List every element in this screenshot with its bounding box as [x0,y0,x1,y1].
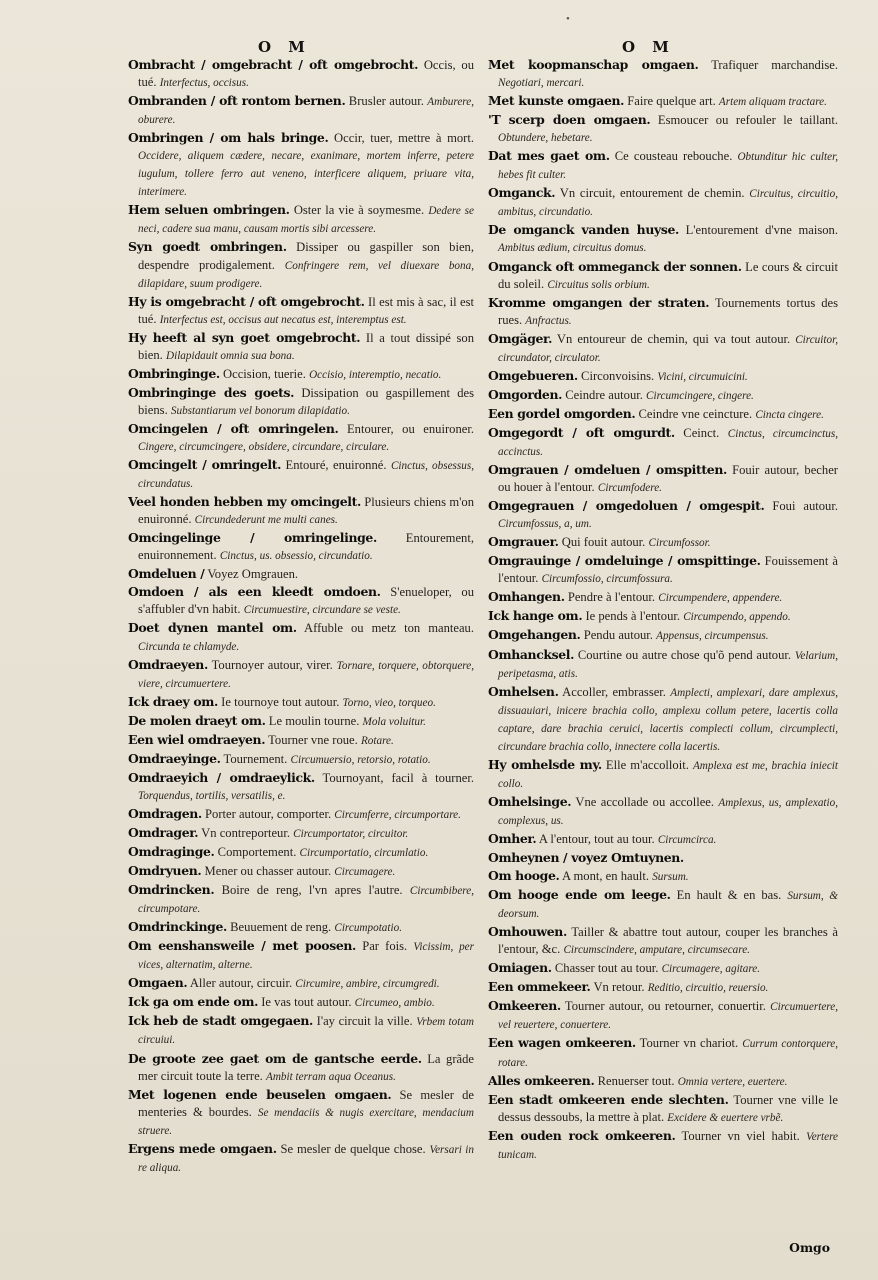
french-gloss: Vn retour. [593,980,645,995]
french-gloss: Tourner vne roue. [268,732,358,747]
french-gloss: Tourner vn viel habit. [681,1128,800,1143]
french-gloss: Tourner vne ville le dessus dessoubs, la mettre à plat. [498,1092,838,1124]
latin-gloss: Negotiari, mercari. [498,77,585,90]
french-gloss: Il est mis à sac, il est tué. [138,294,475,326]
dictionary-entry [128,1050,474,1086]
headword: Omdraeyinge. [128,750,221,766]
dictionary-entry [128,493,474,529]
headword: Omher. [488,830,537,846]
headword: Hy heeft al syn goet omgebrocht. [128,329,361,345]
dictionary-entry [488,959,838,978]
french-gloss: Chasser tout au tour. [554,961,659,976]
latin-gloss: Circumbibere, circumpotare. [138,885,474,916]
headword: 'T scerp doen omgaen. [488,112,651,128]
dictionary-entry [128,993,474,1012]
headword: Ick heb de stadt omgegaen. [128,1013,313,1029]
french-gloss: Ceindre vne ceincture. [638,406,753,421]
latin-gloss: Confringere rem, vel diuexare bona, dilapidare, suum prodigere. [138,259,475,290]
headword: Om hooge ende om leege. [488,887,671,903]
french-gloss: Accoller, embrasser. [562,684,666,699]
french-gloss: Faire quelque art. [627,94,716,109]
headword: Ombringen / om hals bringe. [128,130,329,146]
running-header-left: O M [258,38,311,56]
dictionary-entry [488,923,838,959]
headword: Hy is omgebracht / oft omgebrocht. [128,293,365,309]
latin-gloss: Torquendus, tortilis, versatilis, e. [138,789,286,802]
dictionary-entry [488,1072,838,1091]
french-gloss: Vn entoureur de chemin, qui va tout autour. [556,331,791,346]
dictionary-entry [488,552,838,588]
latin-gloss: Circumfossio, circumfossura. [541,573,673,586]
latin-gloss: Circundederunt me multi canes. [194,514,338,527]
dictionary-entry [488,849,838,867]
french-gloss: Entouré, enuironné. [285,458,387,473]
dictionary-entry [128,862,474,881]
headword: Omgäger. [488,330,553,346]
headword: Een ommekeer. [488,979,591,995]
dictionary-entry [488,1091,838,1127]
french-gloss: Circonvoisins. [581,368,655,383]
dictionary-entry [128,529,474,565]
latin-gloss: Tornare, torquere, obtorquere, viere, circumuertere. [138,659,474,690]
headword: Omgorden. [488,386,563,402]
french-gloss: Entourement, enuironnement. [138,531,474,563]
latin-gloss: Artem aliquam tractare. [718,96,827,109]
headword: Omdrinckinge. [128,919,227,935]
latin-gloss: Sursum, & deorsum. [498,890,839,921]
dictionary-entry [488,533,838,552]
headword: Omdrager. [128,824,199,840]
french-gloss: Ce cousteau rebouche. [614,149,733,164]
dictionary-entry [488,111,838,147]
french-gloss: S'enueloper, ou s'affubler d'vn habit. [138,585,474,617]
headword: Omdragen. [128,805,202,821]
headword: Hy omhelsde my. [488,756,602,772]
french-gloss: Renuerser tout. [597,1073,675,1088]
latin-gloss: Cincta cingere. [755,408,824,421]
latin-gloss: Circumportator, circuitor. [293,827,409,840]
latin-gloss: Cinctus, us. obsessio, circundatio. [219,550,373,563]
dictionary-entry [488,588,838,607]
french-gloss: L'entourement d'vne maison. [685,223,839,238]
headword: Omcingelinge / omringelinge. [128,530,377,546]
dictionary-entry [488,147,838,184]
french-gloss: Ceindre autour. [565,387,643,402]
running-header-right: O M [622,38,675,56]
dictionary-entry [488,294,838,330]
latin-gloss: Circumuersio, retorsio, rotatio. [290,753,431,766]
dictionary-entry [488,92,838,111]
dictionary-entry [128,974,474,993]
french-gloss: Mener ou chasser autour. [204,864,332,879]
latin-gloss: Circumeo, ambio. [354,997,435,1010]
headword: Ergens mede omgaen. [128,1140,277,1156]
dictionary-entry [128,420,474,456]
latin-gloss: Appensus, circumpensus. [656,630,769,643]
dictionary-entry [128,843,474,862]
headword: Omdraeyich / omdraeylick. [128,769,315,785]
headword: Omdraginge. [128,844,215,860]
headword: Omganck oft ommeganck der sonnen. [488,258,742,274]
latin-gloss: Omnia vertere, euertere. [677,1075,788,1088]
dictionary-entry [488,56,838,92]
left-column [128,56,474,1177]
french-gloss: Dissiper ou gaspiller son bien, despendre prodigalement. [138,240,475,272]
latin-gloss: Cinctus, obsessus, circundatus. [138,460,474,491]
right-column [488,56,838,1164]
headword: Omgrauinge / omdeluinge / omspittinge. [488,553,761,569]
dictionary-entry [128,329,474,365]
dictionary-entry [128,619,474,655]
dictionary-entry [128,365,474,384]
headword: Omhelsen. [488,683,559,699]
dictionary-entry [488,330,838,367]
dictionary-entry [128,712,474,731]
latin-gloss: Circumpendo, appendo. [683,611,791,624]
french-gloss: Aller autour, circuir. [189,976,293,991]
latin-gloss: Vicini, circumuicini. [657,370,748,383]
latin-gloss: Amplexa est me, brachia iniecit collo. [498,759,838,790]
latin-gloss: Sursum. [652,871,689,884]
french-gloss: Foui autour. [772,499,838,514]
dictionary-entry [128,293,474,329]
dictionary-entry [128,656,474,693]
french-gloss: Ie tournoye tout autour. [221,694,340,709]
headword: Ombringinge des goets. [128,384,295,400]
dictionary-entry [488,793,838,830]
dictionary-entry [128,1012,474,1049]
headword: Ick draey om. [128,693,218,709]
headword: Ick hange om. [488,608,583,624]
french-gloss: Il a tout dissipé son bien. [138,330,474,362]
latin-gloss: Interfectus, occisus. [159,77,249,90]
latin-gloss: Excidere & euertere vrbẽ. [667,1111,784,1124]
latin-gloss: Circuitus, circuitio, ambitus, circundatio. [498,188,838,219]
dictionary-entry [488,184,838,221]
latin-gloss: Circumagere, agitare. [661,963,761,976]
french-gloss: Vn circuit, entourement de chemin. [559,186,745,201]
french-gloss: Vn contreporteur. [201,825,290,840]
dictionary-entry [128,881,474,918]
headword: Een ouden rock omkeeren. [488,1127,676,1143]
french-gloss: Tourner autour, ou retourner, conuertir. [564,999,766,1014]
latin-gloss: Reditio, circuitio, reuersio. [647,982,769,995]
headword: Omdrincken. [128,882,215,898]
french-gloss: Vne accollade ou accollee. [575,794,715,809]
french-gloss: Porter autour, comporter. [205,806,332,821]
dictionary-entry [128,56,474,92]
headword: Omdraeyen. [128,656,208,672]
dictionary-entry [488,607,838,626]
dictionary-entry [128,824,474,843]
french-gloss: A mont, en hault. [561,869,650,884]
headword: Een wagen omkeeren. [488,1035,636,1051]
dictionary-entry [128,750,474,769]
french-gloss: Dissipation ou gaspillement des biens. [138,385,474,417]
headword: Omgebueren. [488,367,578,383]
french-gloss: Ie vas tout autour. [261,995,352,1010]
latin-gloss: Amburere, oburere. [138,96,474,127]
latin-gloss: Velarium, peripetasma, atis. [498,649,839,680]
headword: Kromme omgangen der straten. [488,294,710,310]
dictionary-entry [488,386,838,405]
headword: Omdryuen. [128,863,202,879]
headword: Omhangen. [488,589,565,605]
headword: Omhelsinge. [488,793,572,809]
latin-gloss: Obtunditur hic culter, hebes fit culter. [498,151,839,182]
french-gloss: Trafiquer marchandise. [711,58,838,72]
headword: Veel honden hebben my omcingelt. [128,494,361,510]
french-gloss: Courtine ou autre chose qu'õ pend autour. [577,647,792,662]
french-gloss: La grãde mer circuit toute la terre. [138,1051,474,1083]
latin-gloss: Vertere tunicam. [498,1130,838,1161]
latin-gloss: Rotare. [360,734,394,747]
latin-gloss: Vrbem totam circuiui. [138,1016,474,1047]
latin-gloss: Dilapidauit omnia sua bona. [166,349,295,362]
latin-gloss: Currum contorquere, rotare. [498,1038,839,1069]
french-gloss: Boire de reng, l'vn apres l'autre. [221,883,403,898]
latin-gloss: Circumagere. [334,866,396,879]
french-gloss: En hault & en bas. [676,888,782,903]
headword: Omganck. [488,185,556,201]
latin-gloss: Anfractus. [525,314,572,327]
dictionary-entry [488,424,838,461]
dictionary-entry [488,830,838,849]
dictionary-entry [488,886,838,923]
dictionary-entry [488,461,838,497]
latin-gloss: Se mendaciis & nugis exercitare, mendacium struere. [138,1106,474,1137]
dictionary-entry [128,384,474,420]
headword: Omgegordt / oft omgurdt. [488,424,675,440]
french-gloss: Se mesler de menteries & bourdes. [138,1087,474,1119]
dictionary-entry [128,565,474,583]
headword: Omheynen / voyez Omtuynen. [488,850,684,866]
headword: De groote zee gaet om de gantsche eerde. [128,1050,422,1066]
french-gloss: Esmoucer ou refouler le taillant. [657,113,838,128]
catchword: Omgo [789,1240,830,1255]
french-gloss: Fouissement à l'entour. [498,554,838,586]
french-gloss: Occir, tuer, mettre à mort. [334,131,475,146]
headword: Omcingelen / oft omringelen. [128,420,339,436]
dictionary-entry [128,238,474,292]
headword: Omiagen. [488,960,552,976]
french-gloss: Le moulin tourne. [268,713,360,728]
french-gloss: Pendre à l'entour. [567,590,656,605]
headword: Een wiel omdraeyen. [128,731,266,747]
latin-gloss: Occisio, interemptio, necatio. [309,368,442,381]
french-gloss: Tailler & abattre tout autour, couper les branches à l'entour, &c. [498,925,838,957]
dictionary-entry [488,258,838,294]
dictionary-entry [128,918,474,937]
latin-gloss: Circumscindere, amputare, circumsecare. [563,944,750,957]
french-gloss: Tourner vn chariot. [639,1036,739,1051]
french-gloss: Ie pends à l'entour. [585,609,681,624]
dictionary-entry [128,1140,474,1177]
latin-gloss: Circumferre, circumportare. [334,808,461,821]
headword: De omganck vanden huyse. [488,222,679,238]
latin-gloss: Circumire, ambire, circumgredi. [295,978,440,991]
dictionary-entry [488,497,838,533]
dictionary-entry [488,221,838,257]
latin-gloss: Circumfossus, a, um. [498,518,592,531]
latin-gloss: Circuitor, circundator, circulator. [498,333,838,364]
latin-gloss: Amplecti, amplexari, dare amplexus, dissuauiari, inicere brachia collo, amplexu collum petere, lacertis colla captare, dare brachia ceruici, lacertis complecti collum, circumplecti, circundare brachia collo, innectere colla lacertis. [498,686,838,753]
latin-gloss: Circumuertere, vel reuertere, conuertere. [498,1001,838,1032]
dictionary-entry [128,583,474,619]
latin-gloss: Interfectus est, occisus aut necatus est, interemptus est. [159,313,407,326]
french-gloss: Fouir autour, becher ou houer à l'entour. [498,463,838,495]
headword: Ombracht / omgebracht / oft omgebrocht. [128,57,419,72]
french-gloss: Le cours & circuit du soleil. [498,259,838,291]
dictionary-entry [128,731,474,750]
dictionary-entry [488,1034,838,1071]
dictionary-entry [488,978,838,997]
french-gloss: Tournements tortus des rues. [498,295,839,327]
dictionary-entry [488,646,838,683]
french-gloss: I'ay circuit la ville. [316,1014,413,1029]
headword: Ombranden / oft rontom bernen. [128,93,346,109]
french-gloss: A l'entour, tout au tour. [538,831,655,846]
french-gloss: Beuuement de reng. [230,920,332,935]
french-gloss: Pendu autour. [583,628,653,643]
french-gloss: Brusler autour. [348,94,424,109]
french-gloss: Elle m'accolloit. [605,757,689,772]
headword: Omcingelt / omringelt. [128,457,282,473]
headword: Hem seluen ombringen. [128,202,290,218]
latin-gloss: Circumfodere. [597,482,662,495]
french-gloss: Entourer, ou enuironer. [346,421,474,436]
headword: Ombringinge. [128,365,220,381]
latin-gloss: Torno, vieo, torqueo. [342,696,436,709]
french-gloss: Occision, tuerie. [223,366,306,381]
dictionary-entry [128,1086,474,1140]
headword: Omkeeren. [488,998,561,1014]
headword: Om hooge. [488,868,560,884]
headword: Omdoen / als een kleedt omdoen. [128,584,381,600]
dictionary-entry [488,626,838,645]
french-gloss: Voyez Omgrauen. [207,567,299,582]
latin-gloss: Circumuestire, circundare se veste. [243,604,401,617]
french-gloss: Tournoyer autour, virer. [211,657,333,672]
headword: Ick ga om ende om. [128,994,259,1010]
headword: Omgehangen. [488,627,581,643]
dictionary-entry [128,456,474,493]
headword: Omgrauer. [488,534,559,550]
french-gloss: Ceinct. [683,425,720,440]
dictionary-entry [128,92,474,129]
headword: Doet dynen mantel om. [128,620,297,636]
latin-gloss: Cingere, circumcingere, obsidere, circundare, circulare. [138,440,390,453]
french-gloss: Plusieurs chiens m'on enuironné. [138,495,474,527]
headword: Omgrauen / omdeluen / omspitten. [488,462,727,478]
latin-gloss: Circumcirca. [657,833,717,846]
latin-gloss: Circuitus solis orbium. [547,278,650,291]
dictionary-entry [128,129,474,201]
headword: Met logenen ende beuselen omgaen. [128,1086,392,1102]
french-gloss: Qui fouit autour. [561,535,646,550]
latin-gloss: Substantiarum vel bonorum dilapidatio. [170,404,350,417]
french-gloss: Affuble ou metz ton manteau. [304,621,474,636]
headword: Omgegrauen / omgedoluen / omgespit. [488,498,765,514]
french-gloss: Comportement. [217,845,297,860]
latin-gloss: Obtundere, hebetare. [498,132,593,145]
dictionary-entry [128,805,474,824]
french-gloss: Se mesler de quelque chose. [280,1141,426,1156]
french-gloss: Oster la vie à soymesme. [293,203,425,218]
latin-gloss: Circumportatio, circumlatio. [299,847,429,860]
dictionary-entry [488,367,838,386]
dictionary-entry [128,693,474,712]
latin-gloss: Ambit terram aqua Oceanus. [265,1070,396,1083]
headword: Een gordel omgorden. [488,405,636,421]
dictionary-entry [128,201,474,238]
headword: Dat mes gaet om. [488,148,610,164]
headword: Omhancksel. [488,646,575,662]
latin-gloss: Cinctus, circumcinctus, accinctus. [498,427,838,458]
headword: Met kunste omgaen. [488,93,625,109]
dictionary-entry [488,867,838,886]
latin-gloss: Dedere se neci, cadere sua manu, causam mortis sibi arcessere. [138,205,474,236]
latin-gloss: Circumfossor. [648,537,711,550]
headword: Omgaen. [128,975,188,991]
dictionary-entry [128,769,474,805]
latin-gloss: Amplexus, us, amplexatio, complexus, us. [498,796,839,827]
headword: Omhouwen. [488,924,567,940]
headword: De molen draeyt om. [128,712,266,728]
latin-gloss: Occidere, aliquem cædere, necare, exanimare, mortem inferre, petere iugulum, tollere ferro aut veneno, interficere aliquem, priuare vita, interimere. [138,150,474,199]
dictionary-entry [488,683,838,756]
french-gloss: Tournement. [223,751,288,766]
latin-gloss: Circunda te chlamyde. [138,640,240,653]
headword: Met koopmanschap omgaen. [488,57,699,72]
headword: Syn goedt ombringen. [128,239,287,255]
french-gloss: Occis, ou tué. [138,58,474,90]
dictionary-entry [488,997,838,1034]
dictionary-entry [488,1127,838,1164]
dictionary-entry [488,756,838,793]
latin-gloss: Mola voluitur. [362,715,426,728]
latin-gloss: Circumpotatio. [334,922,403,935]
french-gloss: Tournoyant, facil à tourner. [322,770,474,785]
dictionary-entry [128,937,474,974]
latin-gloss: Versari in re aliqua. [138,1143,474,1174]
latin-gloss: Ambitus ædium, circuitus domus. [498,242,647,255]
headword: Om eenshansweile / met poosen. [128,938,356,954]
dictionary-entry [488,405,838,424]
page-mark: • [566,13,570,25]
latin-gloss: Circumpendere, appendere. [658,592,783,605]
headword: Alles omkeeren. [488,1072,595,1088]
latin-gloss: Circumcingere, cingere. [646,389,754,402]
headword: Een stadt omkeeren ende slechten. [488,1091,729,1107]
french-gloss: Par fois. [362,939,408,954]
latin-gloss: Vicissim, per vices, alternatim, alterne. [138,941,475,972]
headword: Omdeluen / [128,566,205,582]
